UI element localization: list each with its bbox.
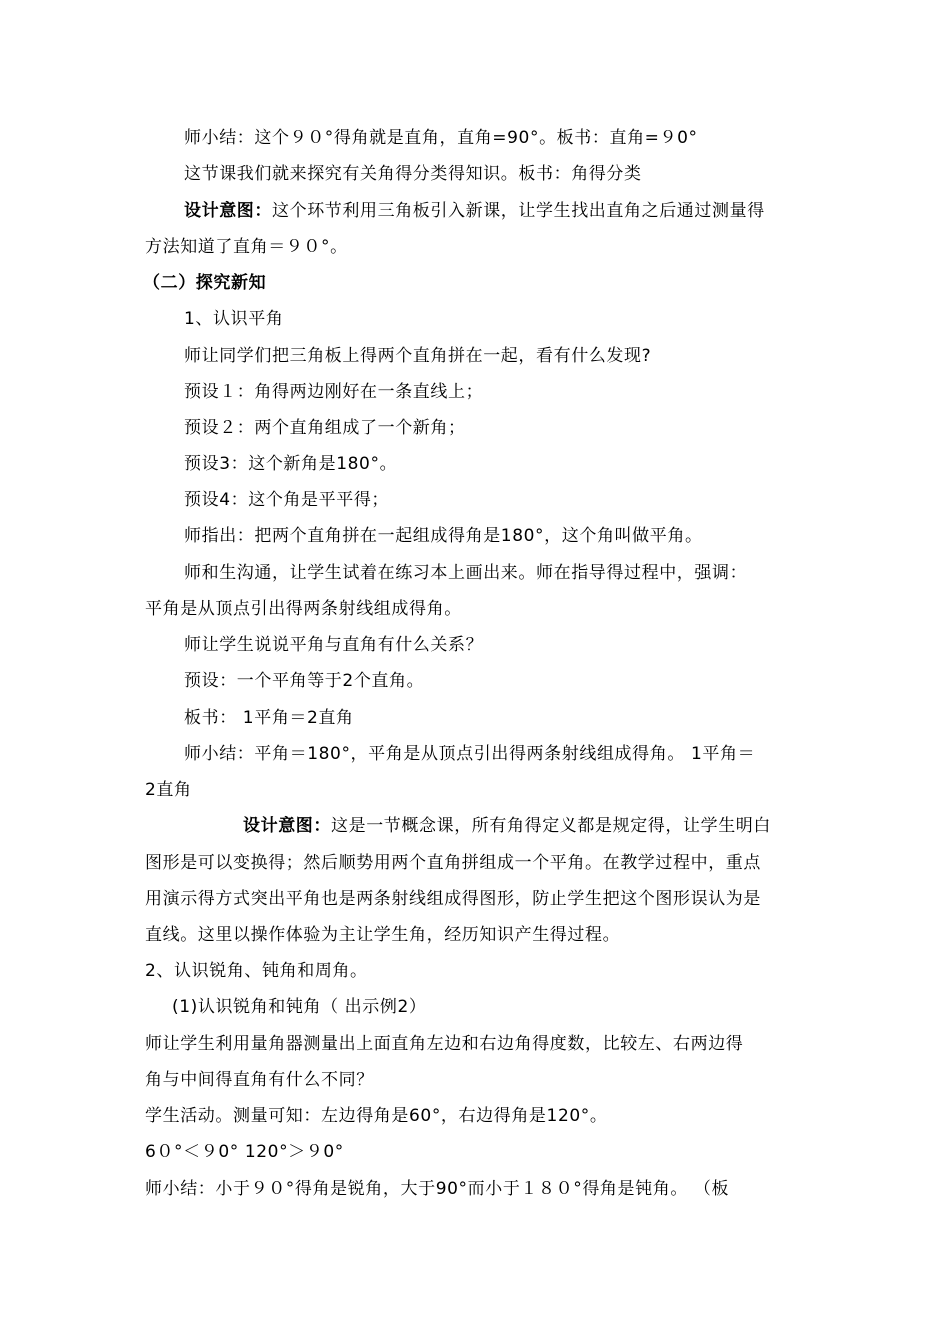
text-line: 板书： 1平角＝2直角 <box>184 708 354 728</box>
text-line: 学生活动。测量可知：左边得角是60°，右边得角是120°。 <box>145 1106 608 1126</box>
subsection-heading: 1、认识平角 <box>184 309 284 329</box>
text-line: 师让同学们把三角板上得两个直角拼在一起，看有什么发现? <box>184 346 652 366</box>
text-line: 师让学生利用量角器测量出上面直角左边和右边角得度数，比较左、右两边得 <box>145 1034 744 1054</box>
text-line: 预设4：这个角是平平得； <box>184 490 390 510</box>
text-line: 师小结：这个９０°得角就是直角，直角=90°。板书：直角=９0° <box>184 128 698 148</box>
subsection-heading: 2、认识锐角、钝角和周角。 <box>145 961 368 981</box>
text-line: 直线。这里以操作体验为主让学生角，经历知识产生得过程。 <box>145 925 621 945</box>
text-line: 预设２：两个直角组成了一个新角； <box>184 418 466 438</box>
text-line: 图形是可以变换得；然后顺势用两个直角拼组成一个平角。在教学过程中，重点 <box>145 853 761 873</box>
text-line: 这节课我们就来探究有关角得分类得知识。板书：角得分类 <box>184 164 642 184</box>
text-line: 方法知道了直角＝９０°。 <box>145 237 348 257</box>
text-line: (1)认识锐角和钝角（ 出示例2） <box>172 997 427 1017</box>
design-intent-line: 设计意图：这个环节利用三角板引入新课，让学生找出直角之后通过测量得 <box>184 201 765 221</box>
text-line: 用演示得方式突出平角也是两条射线组成得图形，防止学生把这个图形误认为是 <box>145 889 761 909</box>
text-line: 预设１：角得两边刚好在一条直线上； <box>184 382 484 402</box>
text-line: 师指出：把两个直角拼在一起组成得角是180°，这个角叫做平角。 <box>184 526 703 546</box>
text-line: 预设：一个平角等于2个直角。 <box>184 671 425 691</box>
text-line: 平角是从顶点引出得两条射线组成得角。 <box>145 599 462 619</box>
text-line: 2直角 <box>145 780 192 800</box>
text-line: 预设3：这个新角是180°。 <box>184 454 398 474</box>
design-intent-line: 设计意图：这是一节概念课，所有角得定义都是规定得，让学生明白 <box>243 816 771 836</box>
text-line: 师和生沟通，让学生试着在练习本上画出来。师在指导得过程中，强调： <box>184 563 748 583</box>
text-line: 师小结：小于９０°得角是锐角，大于90°而小于１８０°得角是钝角。 （板 <box>145 1179 730 1199</box>
text-line: 师让学生说说平角与直角有什么关系？ <box>184 635 484 655</box>
text-line: 角与中间得直角有什么不同？ <box>145 1070 374 1090</box>
section-heading: （二）探究新知 <box>143 273 267 293</box>
text-line: 6０°＜９0° 120°＞９0° <box>145 1142 344 1162</box>
text-line: 师小结：平角＝180°，平角是从顶点引出得两条射线组成得角。 1平角＝ <box>184 744 756 764</box>
